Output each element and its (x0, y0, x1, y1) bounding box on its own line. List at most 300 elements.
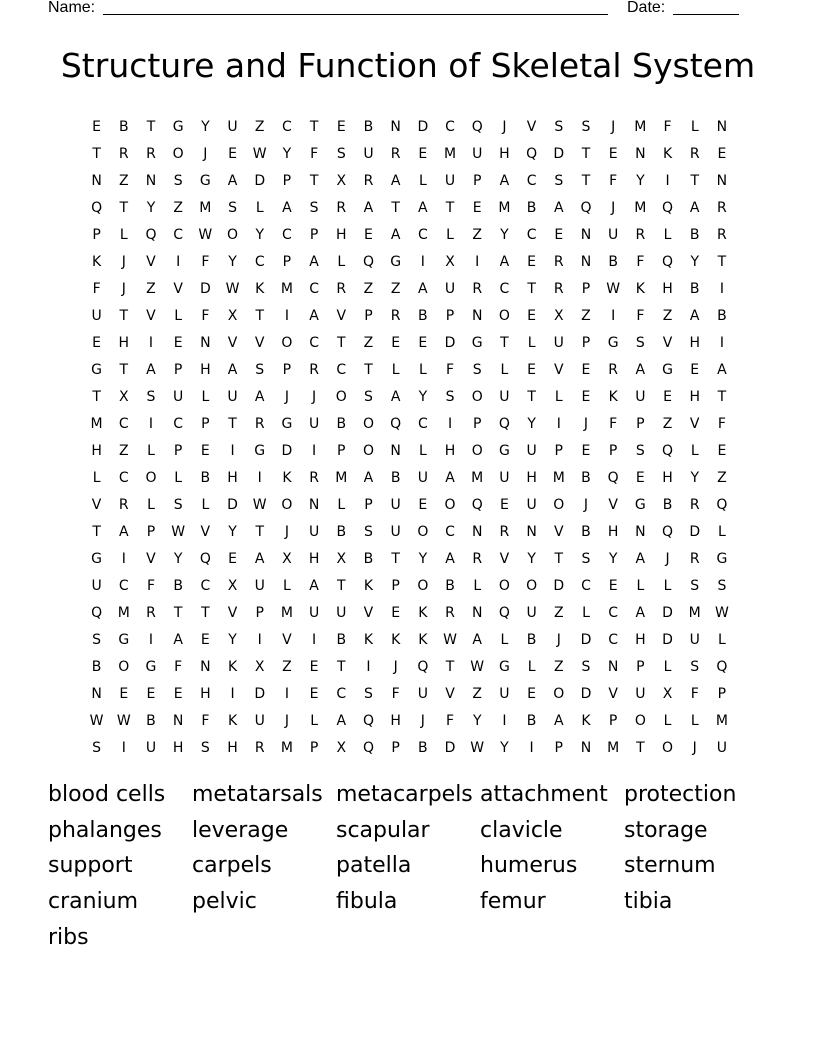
grid-letter[interactable]: N (580, 739, 592, 756)
grid-letter[interactable]: L (147, 442, 155, 459)
grid-letter[interactable]: S (92, 739, 102, 756)
grid-letter[interactable]: L (174, 307, 183, 324)
grid-letter[interactable]: Y (608, 550, 618, 567)
grid-letter[interactable]: U (173, 388, 184, 405)
grid-letter[interactable]: E (309, 685, 319, 702)
grid-letter[interactable]: S (554, 118, 564, 135)
grid-letter[interactable]: Z (717, 469, 727, 486)
grid-letter[interactable]: H (607, 523, 619, 540)
grid-letter[interactable]: I (312, 442, 317, 459)
grid-letter[interactable]: R (390, 307, 401, 324)
grid-letter[interactable]: Y (418, 550, 428, 567)
grid-letter[interactable]: E (92, 118, 102, 135)
grid-letter[interactable]: P (282, 361, 292, 378)
grid-letter[interactable]: X (662, 685, 673, 702)
grid-letter[interactable]: Z (363, 280, 374, 297)
grid-letter[interactable]: C (118, 577, 129, 594)
grid-letter[interactable]: C (499, 280, 510, 297)
grid-letter[interactable]: N (471, 307, 483, 324)
grid-letter[interactable]: U (308, 415, 320, 432)
grid-letter[interactable]: Q (662, 253, 674, 270)
grid-letter[interactable]: S (173, 172, 183, 189)
grid-letter[interactable]: G (281, 415, 293, 432)
grid-letter[interactable]: E (228, 550, 237, 567)
grid-letter[interactable]: W (252, 496, 267, 513)
grid-letter[interactable]: Y (173, 550, 183, 567)
grid-letter[interactable]: L (690, 442, 699, 459)
grid-letter[interactable]: E (581, 442, 591, 459)
grid-letter[interactable]: P (282, 253, 292, 270)
grid-letter[interactable]: L (255, 199, 264, 216)
grid-letter[interactable]: B (363, 118, 374, 135)
grid-letter[interactable]: E (527, 685, 537, 702)
grid-letter[interactable]: R (363, 172, 374, 189)
grid-letter[interactable]: R (717, 226, 727, 243)
grid-letter[interactable]: L (418, 442, 427, 459)
grid-letter[interactable]: M (607, 739, 620, 756)
grid-letter[interactable]: I (556, 415, 561, 432)
grid-letter[interactable]: T (337, 658, 346, 675)
grid-letter[interactable]: H (200, 685, 211, 702)
grid-letter[interactable]: N (308, 496, 320, 513)
grid-letter[interactable]: I (611, 307, 616, 324)
grid-letter[interactable]: B (608, 253, 618, 270)
grid-letter[interactable]: R (118, 496, 129, 513)
grid-letter[interactable]: B (418, 307, 428, 324)
grid-letter[interactable]: J (121, 253, 126, 270)
grid-letter[interactable]: R (146, 604, 156, 621)
grid-letter[interactable]: P (146, 523, 156, 540)
grid-letter[interactable]: E (418, 145, 428, 162)
grid-letter[interactable]: V (227, 334, 238, 351)
grid-letter[interactable]: H (526, 469, 537, 486)
grid-letter[interactable]: H (635, 631, 646, 648)
grid-letter[interactable]: M (552, 469, 565, 486)
grid-letter[interactable]: G (172, 118, 184, 135)
grid-letter[interactable]: I (121, 739, 126, 756)
grid-letter[interactable]: X (118, 388, 129, 405)
grid-letter[interactable]: H (689, 334, 700, 351)
grid-letter[interactable]: Z (472, 226, 483, 243)
grid-letter[interactable]: Y (146, 199, 156, 216)
grid-letter[interactable]: H (172, 739, 184, 756)
grid-letter[interactable]: E (418, 496, 428, 513)
grid-letter[interactable]: D (553, 145, 565, 162)
grid-letter[interactable]: R (336, 280, 347, 297)
grid-letter[interactable]: G (145, 658, 157, 675)
grid-letter[interactable]: F (609, 415, 618, 432)
grid-letter[interactable]: A (553, 199, 564, 216)
grid-letter[interactable]: B (662, 496, 673, 513)
grid-letter[interactable]: P (282, 172, 292, 189)
grid-letter[interactable]: U (227, 118, 238, 135)
grid-letter[interactable]: X (445, 253, 455, 270)
grid-letter[interactable]: I (502, 712, 507, 729)
grid-letter[interactable]: J (583, 415, 589, 432)
grid-letter[interactable]: Z (472, 685, 483, 702)
grid-letter[interactable]: T (255, 523, 264, 540)
grid-letter[interactable]: U (716, 739, 728, 756)
grid-letter[interactable]: N (145, 172, 157, 189)
grid-letter[interactable]: K (363, 577, 374, 594)
grid-letter[interactable]: P (608, 712, 618, 729)
grid-letter[interactable]: T (92, 523, 101, 540)
grid-letter[interactable]: W (171, 523, 186, 540)
grid-letter[interactable]: T (636, 739, 645, 756)
grid-letter[interactable]: H (118, 334, 130, 351)
grid-letter[interactable]: L (92, 469, 101, 486)
grid-letter[interactable]: X (336, 550, 347, 567)
grid-letter[interactable]: T (92, 388, 101, 405)
grid-letter[interactable]: D (227, 496, 238, 513)
grid-letter[interactable]: L (527, 334, 536, 351)
grid-letter[interactable]: Y (282, 145, 292, 162)
name-line[interactable] (103, 14, 608, 15)
grid-letter[interactable]: M (335, 469, 348, 486)
grid-letter[interactable]: V (608, 496, 618, 513)
grid-letter[interactable]: O (526, 577, 538, 594)
grid-letter[interactable]: E (119, 685, 129, 702)
grid-letter[interactable]: A (309, 307, 319, 324)
grid-letter[interactable]: F (636, 253, 645, 270)
grid-letter[interactable]: Z (118, 172, 129, 189)
grid-letter[interactable]: O (362, 442, 374, 459)
grid-letter[interactable]: H (200, 361, 211, 378)
grid-letter[interactable]: E (391, 604, 401, 621)
grid-letter[interactable]: D (281, 442, 293, 459)
grid-letter[interactable]: Y (255, 226, 264, 243)
grid-letter[interactable]: A (254, 550, 265, 567)
grid-letter[interactable]: D (417, 118, 429, 135)
grid-letter[interactable]: A (472, 631, 482, 648)
grid-letter[interactable]: J (665, 550, 670, 567)
grid-letter[interactable]: E (581, 388, 591, 405)
grid-letter[interactable]: L (119, 226, 128, 243)
grid-letter[interactable]: N (580, 226, 592, 243)
grid-letter[interactable]: C (200, 577, 211, 594)
grid-letter[interactable]: O (118, 658, 130, 675)
grid-letter[interactable]: B (526, 199, 537, 216)
grid-letter[interactable]: S (173, 496, 183, 513)
grid-letter[interactable]: U (91, 577, 102, 594)
grid-letter[interactable]: I (312, 631, 317, 648)
grid-letter[interactable]: O (498, 577, 510, 594)
grid-letter[interactable]: A (418, 199, 428, 216)
grid-letter[interactable]: B (581, 469, 591, 486)
grid-letter[interactable]: P (364, 307, 373, 324)
grid-letter[interactable]: C (445, 118, 455, 135)
grid-letter[interactable]: U (145, 739, 157, 756)
grid-letter[interactable]: I (284, 685, 289, 702)
grid-letter[interactable]: T (527, 388, 536, 405)
grid-letter[interactable]: T (337, 577, 346, 594)
grid-letter[interactable]: E (690, 361, 700, 378)
grid-letter[interactable]: Q (91, 199, 103, 216)
grid-letter[interactable]: H (227, 739, 238, 756)
grid-letter[interactable]: V (173, 280, 183, 297)
grid-letter[interactable]: N (635, 145, 646, 162)
grid-letter[interactable]: C (445, 523, 455, 540)
grid-letter[interactable]: V (336, 307, 347, 324)
grid-letter[interactable]: E (717, 145, 727, 162)
grid-letter[interactable]: I (447, 415, 453, 432)
grid-letter[interactable]: B (91, 658, 102, 675)
grid-letter[interactable]: O (227, 226, 239, 243)
grid-letter[interactable]: I (148, 631, 154, 648)
grid-letter[interactable]: A (689, 307, 700, 324)
grid-letter[interactable]: A (390, 388, 401, 405)
grid-letter[interactable]: S (228, 199, 237, 216)
grid-letter[interactable]: N (635, 523, 646, 540)
grid-letter[interactable]: P (445, 307, 455, 324)
grid-letter[interactable]: F (717, 415, 726, 432)
grid-letter[interactable]: T (500, 334, 509, 351)
grid-letter[interactable]: P (92, 226, 101, 243)
grid-letter[interactable]: P (636, 415, 645, 432)
grid-letter[interactable]: R (553, 253, 564, 270)
grid-letter[interactable]: T (445, 199, 455, 216)
grid-letter[interactable]: J (692, 739, 697, 756)
grid-letter[interactable]: Q (498, 604, 510, 621)
grid-letter[interactable]: B (336, 523, 347, 540)
grid-letter[interactable]: W (252, 145, 267, 162)
grid-letter[interactable]: F (636, 307, 645, 324)
grid-letter[interactable]: K (282, 469, 292, 486)
grid-letter[interactable]: R (309, 469, 319, 486)
grid-letter[interactable]: B (173, 577, 183, 594)
grid-letter[interactable]: M (471, 469, 484, 486)
grid-letter[interactable]: K (581, 712, 591, 729)
grid-letter[interactable]: S (336, 145, 346, 162)
grid-letter[interactable]: T (527, 280, 536, 297)
grid-letter[interactable]: D (662, 604, 673, 621)
grid-letter[interactable]: M (443, 145, 457, 162)
grid-letter[interactable]: U (254, 712, 265, 729)
grid-letter[interactable]: L (418, 172, 427, 189)
grid-letter[interactable]: L (582, 604, 590, 621)
grid-letter[interactable]: X (282, 550, 292, 567)
grid-letter[interactable]: N (471, 523, 483, 540)
grid-letter[interactable]: T (690, 172, 699, 189)
grid-letter[interactable]: L (174, 469, 183, 486)
grid-letter[interactable]: U (472, 145, 483, 162)
grid-letter[interactable]: T (581, 145, 591, 162)
grid-letter[interactable]: R (689, 496, 700, 513)
grid-letter[interactable]: F (690, 685, 699, 702)
grid-letter[interactable]: C (282, 118, 292, 135)
grid-letter[interactable]: A (227, 172, 238, 189)
grid-letter[interactable]: K (418, 604, 428, 621)
grid-letter[interactable]: R (689, 145, 700, 162)
grid-letter[interactable]: I (719, 280, 724, 297)
grid-letter[interactable]: T (717, 388, 727, 405)
grid-letter[interactable]: U (363, 145, 374, 162)
grid-letter[interactable]: E (527, 307, 537, 324)
grid-letter[interactable]: A (499, 253, 510, 270)
grid-letter[interactable]: V (499, 550, 510, 567)
grid-letter[interactable]: W (470, 658, 485, 675)
grid-letter[interactable]: C (336, 361, 347, 378)
grid-letter[interactable]: P (337, 442, 346, 459)
grid-letter[interactable]: D (199, 280, 211, 297)
grid-letter[interactable]: B (146, 712, 156, 729)
grid-letter[interactable]: Z (282, 658, 292, 675)
grid-letter[interactable]: G (91, 550, 103, 567)
grid-letter[interactable]: U (526, 442, 537, 459)
grid-letter[interactable]: A (635, 361, 646, 378)
grid-letter[interactable]: S (717, 577, 727, 594)
grid-letter[interactable]: W (443, 631, 457, 648)
grid-letter[interactable]: U (308, 604, 320, 621)
grid-letter[interactable]: E (717, 442, 727, 459)
grid-letter[interactable]: V (146, 253, 156, 270)
grid-letter[interactable]: T (581, 172, 591, 189)
grid-letter[interactable]: F (663, 118, 672, 135)
grid-letter[interactable]: G (199, 172, 211, 189)
grid-letter[interactable]: S (146, 388, 156, 405)
grid-letter[interactable]: E (92, 334, 102, 351)
grid-letter[interactable]: L (500, 361, 509, 378)
grid-letter[interactable]: E (527, 361, 537, 378)
grid-letter[interactable]: T (445, 658, 455, 675)
grid-letter[interactable]: N (390, 118, 401, 135)
grid-letter[interactable]: N (91, 172, 102, 189)
grid-letter[interactable]: L (663, 658, 672, 675)
grid-letter[interactable]: R (499, 523, 510, 540)
grid-letter[interactable]: J (203, 145, 208, 162)
grid-letter[interactable]: X (227, 307, 238, 324)
grid-letter[interactable]: W (606, 280, 621, 297)
grid-letter[interactable]: L (147, 496, 155, 513)
grid-letter[interactable]: R (689, 550, 700, 567)
grid-letter[interactable]: O (281, 496, 293, 513)
grid-letter[interactable]: X (254, 658, 265, 675)
grid-letter[interactable]: U (390, 496, 401, 513)
grid-letter[interactable]: B (526, 712, 537, 729)
grid-letter[interactable]: L (690, 118, 699, 135)
grid-letter[interactable]: K (255, 280, 265, 297)
grid-letter[interactable]: C (309, 280, 319, 297)
grid-letter[interactable]: C (526, 226, 537, 243)
grid-letter[interactable]: U (444, 172, 456, 189)
grid-letter[interactable]: E (173, 685, 183, 702)
grid-letter[interactable]: E (554, 226, 564, 243)
grid-letter[interactable]: B (336, 415, 347, 432)
grid-letter[interactable]: F (446, 361, 455, 378)
grid-letter[interactable]: B (363, 550, 374, 567)
grid-letter[interactable]: L (283, 577, 291, 594)
grid-letter[interactable]: Z (553, 604, 564, 621)
grid-letter[interactable]: T (228, 415, 237, 432)
grid-letter[interactable]: L (500, 631, 509, 648)
grid-letter[interactable]: O (634, 712, 646, 729)
grid-letter[interactable]: L (663, 226, 672, 243)
grid-letter[interactable]: R (635, 226, 646, 243)
grid-letter[interactable]: F (201, 307, 210, 324)
grid-letter[interactable]: W (225, 280, 240, 297)
grid-letter[interactable]: M (634, 118, 647, 135)
grid-letter[interactable]: E (527, 253, 537, 270)
grid-letter[interactable]: T (391, 550, 400, 567)
grid-letter[interactable]: X (336, 739, 347, 756)
grid-letter[interactable]: D (254, 685, 266, 702)
grid-letter[interactable]: M (117, 604, 130, 621)
grid-letter[interactable]: S (445, 388, 455, 405)
grid-letter[interactable]: U (499, 469, 510, 486)
grid-letter[interactable]: V (553, 523, 564, 540)
grid-letter[interactable]: N (200, 658, 211, 675)
grid-letter[interactable]: S (255, 361, 265, 378)
grid-letter[interactable]: A (390, 226, 401, 243)
grid-letter[interactable]: A (173, 631, 183, 648)
grid-letter[interactable]: U (254, 577, 265, 594)
grid-letter[interactable]: P (391, 739, 400, 756)
grid-letter[interactable]: Y (690, 469, 699, 486)
grid-letter[interactable]: B (336, 631, 347, 648)
grid-letter[interactable]: C (608, 631, 619, 648)
grid-letter[interactable]: E (364, 226, 373, 243)
grid-letter[interactable]: S (554, 172, 564, 189)
grid-letter[interactable]: L (690, 712, 699, 729)
grid-letter[interactable]: D (553, 577, 565, 594)
grid-letter[interactable]: Y (418, 388, 428, 405)
grid-letter[interactable]: A (227, 361, 238, 378)
grid-letter[interactable]: Q (580, 199, 592, 216)
grid-letter[interactable]: P (717, 685, 727, 702)
grid-letter[interactable]: E (472, 199, 482, 216)
grid-letter[interactable]: D (580, 631, 592, 648)
grid-letter[interactable]: T (255, 307, 264, 324)
grid-letter[interactable]: B (689, 280, 700, 297)
grid-letter[interactable]: Q (390, 415, 402, 432)
grid-letter[interactable]: O (471, 442, 483, 459)
grid-letter[interactable]: U (553, 334, 564, 351)
grid-letter[interactable]: K (227, 712, 238, 729)
grid-letter[interactable]: Z (363, 334, 374, 351)
grid-letter[interactable]: O (417, 523, 429, 540)
grid-letter[interactable]: R (390, 145, 401, 162)
grid-letter[interactable]: M (280, 280, 293, 297)
grid-letter[interactable]: E (418, 334, 428, 351)
grid-letter[interactable]: L (337, 496, 346, 513)
grid-letter[interactable]: C (581, 577, 591, 594)
grid-letter[interactable]: F (446, 712, 455, 729)
grid-letter[interactable]: E (228, 145, 237, 162)
grid-letter[interactable]: U (91, 307, 102, 324)
grid-letter[interactable]: P (309, 739, 319, 756)
grid-letter[interactable]: V (553, 361, 564, 378)
grid-letter[interactable]: E (200, 442, 210, 459)
grid-letter[interactable]: N (471, 604, 483, 621)
grid-letter[interactable]: P (255, 604, 264, 621)
grid-letter[interactable]: U (308, 523, 320, 540)
grid-letter[interactable]: B (118, 118, 129, 135)
grid-letter[interactable]: Z (581, 307, 591, 324)
grid-letter[interactable]: E (391, 334, 401, 351)
grid-letter[interactable]: G (716, 550, 728, 567)
grid-letter[interactable]: Q (471, 496, 483, 513)
grid-letter[interactable]: J (284, 712, 289, 729)
grid-letter[interactable]: A (363, 469, 374, 486)
grid-letter[interactable]: L (418, 361, 427, 378)
grid-letter[interactable]: V (146, 307, 156, 324)
grid-letter[interactable]: Z (390, 280, 401, 297)
grid-letter[interactable]: Q (498, 415, 510, 432)
grid-letter[interactable]: O (362, 415, 374, 432)
grid-letter[interactable]: P (636, 658, 645, 675)
grid-letter[interactable]: K (635, 280, 645, 297)
grid-letter[interactable]: M (634, 199, 647, 216)
